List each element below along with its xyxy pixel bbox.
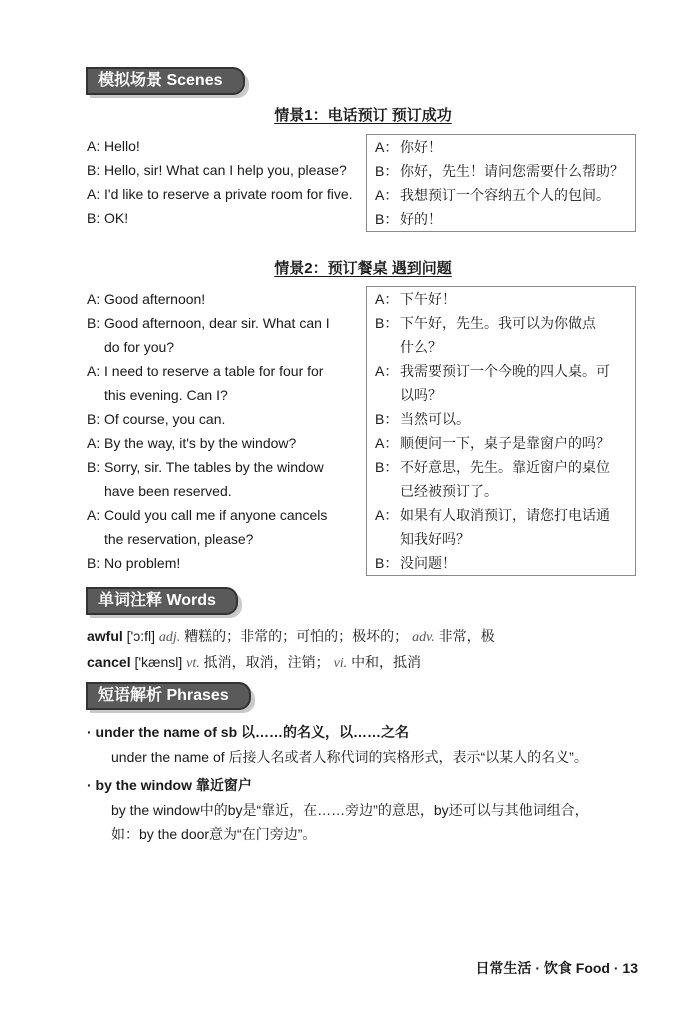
speaker-label: B：: [375, 211, 399, 227]
dialogue-line: [87, 287, 355, 311]
speaker-label: B：: [375, 315, 399, 331]
dialogue-text: 我需要预订一个今晚的四人桌。可: [400, 363, 610, 379]
dialogue-line: [375, 311, 635, 335]
speaker-label: A：: [375, 507, 399, 523]
dialogue-text: 已经被预订了。: [400, 483, 498, 499]
dialogue-text: have been reserved.: [104, 483, 232, 499]
dialogue-line: [87, 407, 355, 431]
dialogue-line: [375, 503, 635, 527]
dialogue-text: Of course, you can.: [104, 411, 226, 427]
page-footer: 日常生活 · 饮食 Food · 13: [475, 960, 638, 976]
words-section-header: [86, 588, 238, 614]
dialogue-text: By the way, it's by the window?: [104, 435, 297, 451]
dialogue-text: 下午好，先生。我可以为你做点: [400, 315, 596, 331]
dialogue-line: [87, 134, 355, 158]
scene2-chinese-dialogue-box: [366, 286, 636, 576]
dialogue-line: [87, 182, 355, 206]
dialogue-text: OK!: [104, 210, 129, 226]
speaker-label: B:: [87, 459, 101, 475]
speaker-label: [375, 527, 400, 551]
phrase-heading: · by the window 靠近窗户: [87, 777, 252, 793]
dialogue-line: [375, 383, 635, 407]
dialogue-text: Sorry, sir. The tables by the window: [104, 459, 324, 475]
part-of-speech: vt.: [186, 656, 200, 671]
dialogue-text: 当然可以。: [400, 411, 470, 427]
word-phonetic: ['ɔ:fl]: [126, 628, 156, 644]
dialogue-line: [87, 527, 355, 551]
word-entry: [87, 650, 647, 676]
speaker-label: A:: [87, 186, 101, 202]
dialogue-line: [87, 551, 355, 575]
part-of-speech: adj.: [158, 630, 181, 645]
speaker-label: [375, 383, 400, 407]
speaker-label: B:: [87, 210, 101, 226]
speaker-label: B:: [87, 411, 101, 427]
dialogue-line: [375, 479, 635, 503]
dialogue-text: I need to reserve a table for four for: [104, 363, 324, 379]
word-definition: 糟糕的；非常的；可怕的；极坏的；: [184, 628, 409, 644]
word-definition: 中和，抵消: [351, 654, 422, 670]
dialogue-text: 以吗？: [400, 387, 442, 403]
dialogue-text: Hello, sir! What can I help you, please?: [104, 162, 347, 178]
phrase-explanation: [111, 798, 641, 846]
speaker-label: B：: [375, 163, 399, 179]
dialogue-line: [375, 335, 635, 359]
scene1-english-dialogue: [87, 134, 355, 230]
speaker-label: A：: [375, 363, 399, 379]
speaker-label: A:: [87, 291, 101, 307]
speaker-label: A：: [375, 291, 399, 307]
dialogue-text: I'd like to reserve a private room for five.: [104, 186, 353, 202]
dialogue-line: [87, 455, 355, 479]
dialogue-text: 知我好吗？: [400, 531, 470, 547]
dialogue-line: [375, 183, 635, 207]
dialogue-line: [375, 287, 635, 311]
phrases-header-label: 短语解析 Phrases: [86, 682, 239, 710]
dialogue-line: [375, 207, 635, 231]
speaker-label: A：: [375, 187, 399, 203]
dialogue-text: 顺便问一下，桌子是靠窗户的吗？: [400, 435, 610, 451]
dialogue-line: [87, 311, 355, 335]
dialogue-line: [375, 359, 635, 383]
speaker-label: [375, 335, 400, 359]
speaker-label: B:: [87, 162, 101, 178]
speaker-label: A:: [87, 507, 101, 523]
speaker-label: [375, 479, 400, 503]
dialogue-text: Good afternoon, dear sir. What can I: [104, 315, 330, 331]
word-headword: cancel: [87, 654, 131, 670]
scene1-chinese-dialogue-box: [366, 134, 636, 232]
dialogue-text: 我想预订一个容纳五个人的包间。: [400, 187, 610, 203]
dialogue-line: [87, 479, 355, 503]
dialogue-line: [87, 503, 355, 527]
dialogue-text: 你好！: [400, 139, 442, 155]
words-header-label: 单词注释 Words: [86, 587, 226, 615]
scene2-english-dialogue: [87, 287, 355, 575]
dialogue-line: [87, 206, 355, 230]
speaker-label: B:: [87, 555, 101, 571]
speaker-label: A:: [87, 435, 101, 451]
dialogue-line: [375, 527, 635, 551]
dialogue-line: [375, 455, 635, 479]
speaker-label: B：: [375, 555, 399, 571]
scene2-title: 情景2：预订餐桌 遇到问题: [274, 260, 452, 277]
dialogue-text: do for you?: [104, 339, 175, 355]
dialogue-text: Good afternoon!: [104, 291, 206, 307]
dialogue-text: 下午好！: [400, 291, 456, 307]
dialogue-text: 没问题！: [400, 555, 456, 571]
dialogue-line: [375, 135, 635, 159]
speaker-label: B：: [375, 411, 399, 427]
speaker-label: A：: [375, 435, 399, 451]
speaker-label: A：: [375, 139, 399, 155]
dialogue-text: 如果有人取消预订，请您打电话通: [400, 507, 610, 523]
dialogue-line: [375, 407, 635, 431]
dialogue-line: [87, 158, 355, 182]
dialogue-line: [375, 431, 635, 455]
scenes-header-label: 模拟场景 Scenes: [86, 67, 233, 95]
dialogue-line: [87, 359, 355, 383]
dialogue-text: 好的！: [400, 211, 442, 227]
dialogue-text: 不好意思，先生。靠近窗户的桌位: [400, 459, 610, 475]
dialogue-text: Hello!: [104, 138, 140, 154]
phrase-heading: · under the name of sb 以……的名义，以……之名: [87, 724, 410, 740]
part-of-speech: vi.: [333, 656, 348, 671]
phrase-explanation-line: 如：by the door意为“在门旁边”。: [111, 826, 317, 842]
word-definition: 非常，极: [438, 628, 495, 644]
scenes-section-header: [86, 68, 245, 94]
dialogue-line: [87, 335, 355, 359]
part-of-speech: adv.: [412, 630, 435, 645]
dialogue-text: 什么？: [400, 339, 442, 355]
word-definition: 抵消，取消，注销；: [203, 654, 330, 670]
dialogue-text: Could you call me if anyone cancels: [104, 507, 328, 523]
dialogue-line: [375, 551, 635, 575]
speaker-label: B：: [375, 459, 399, 475]
phrase-explanation-line: under the name of 后接人名或者人称代词的宾格形式，表示“以某人的名义”。: [111, 749, 588, 765]
phrase-explanation-line: by the window中的by是“靠近，在……旁边”的意思，by还可以与其他词组合，: [111, 802, 589, 818]
speaker-label: B:: [87, 315, 101, 331]
phrases-section-header: [86, 683, 251, 709]
phrase-explanation: [111, 745, 641, 769]
speaker-label: A:: [87, 138, 101, 154]
speaker-label: A:: [87, 363, 101, 379]
dialogue-text: No problem!: [104, 555, 181, 571]
dialogue-line: [87, 383, 355, 407]
dialogue-text: 你好，先生！请问您需要什么帮助？: [400, 163, 624, 179]
dialogue-line: [375, 159, 635, 183]
dialogue-text: the reservation, please?: [104, 531, 254, 547]
word-annotations: [87, 624, 647, 676]
word-phonetic: ['kænsl]: [134, 654, 183, 670]
word-entry: [87, 624, 647, 650]
scene1-title: 情景1：电话预订 预订成功: [274, 107, 452, 124]
dialogue-text: this evening. Can I?: [104, 387, 228, 403]
word-headword: awful: [87, 628, 123, 644]
dialogue-line: [87, 431, 355, 455]
